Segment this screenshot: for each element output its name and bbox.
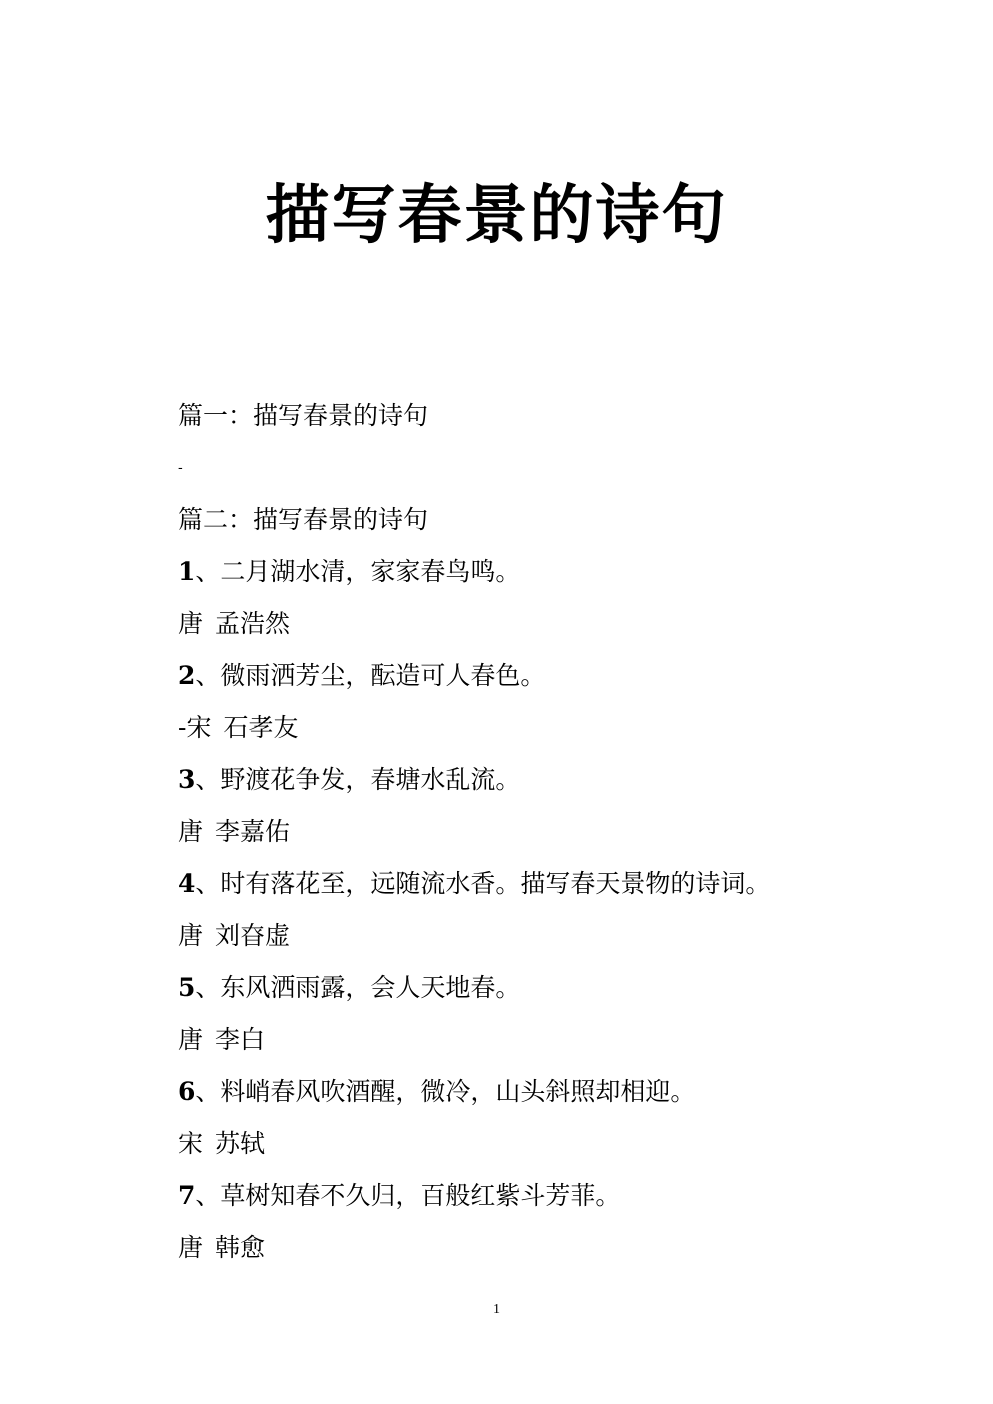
author: 李白 (215, 1025, 266, 1054)
dynasty: 唐 (178, 609, 204, 638)
dynasty: 唐 (178, 1233, 204, 1262)
section-heading-1: 篇一：描写春景的诗句 (178, 401, 429, 430)
document-body (178, 390, 938, 1274)
poem-text: 、微雨洒芳尘，酝造可人春色。 (195, 661, 546, 690)
poem-number: 2 (178, 661, 196, 690)
dynasty: 宋 (178, 1129, 204, 1158)
poem-line (178, 1066, 938, 1118)
author: 韩愈 (215, 1233, 266, 1262)
author: 刘昚虚 (215, 921, 291, 950)
page-title: 描写春景的诗句 (265, 178, 728, 253)
poem-number: 1 (178, 557, 196, 586)
poem-attribution (178, 910, 938, 962)
page-number: 1 (493, 1302, 500, 1317)
poem-line (178, 546, 938, 598)
poem-text: 、料峭春风吹酒醒，微冷，山头斜照却相迎。 (195, 1077, 696, 1106)
poem-text: 、二月湖水清，家家春鸟鸣。 (195, 557, 521, 586)
author: 李嘉佑 (215, 817, 291, 846)
poem-attribution (178, 598, 938, 650)
author: 苏轼 (215, 1129, 266, 1158)
poem-number: 3 (178, 765, 196, 794)
poem-text: 、野渡花争发，春塘水乱流。 (195, 765, 521, 794)
dynasty: 唐 (178, 921, 204, 950)
poem-number: 5 (178, 973, 196, 1002)
poem-number: 6 (178, 1077, 196, 1106)
poem-line (178, 1170, 938, 1222)
dynasty: 唐 (178, 817, 204, 846)
poem-attribution (178, 1014, 938, 1066)
poem-number: 7 (178, 1181, 196, 1210)
author: 孟浩然 (215, 609, 291, 638)
author: 石孝友 (223, 713, 299, 742)
poem-attribution (178, 1118, 938, 1170)
poem-attribution (178, 702, 938, 754)
poem-line (178, 650, 938, 702)
separator-dash: - (178, 460, 183, 476)
poem-line (178, 858, 938, 910)
poem-line (178, 962, 938, 1014)
attribution-prefix: - (178, 713, 187, 742)
section-heading-2: 篇二：描写春景的诗句 (178, 505, 429, 534)
poem-text: 、草树知春不久归，百般红紫斗芳菲。 (195, 1181, 621, 1210)
dynasty: 宋 (186, 713, 212, 742)
dynasty: 唐 (178, 1025, 204, 1054)
poem-line (178, 754, 938, 806)
poem-text: 、东风洒雨露，会人天地春。 (195, 973, 521, 1002)
poem-attribution (178, 1222, 938, 1274)
poem-number: 4 (178, 869, 196, 898)
poem-attribution (178, 806, 938, 858)
poem-text: 、时有落花至，远随流水香。描写春天景物的诗词。 (195, 869, 771, 898)
